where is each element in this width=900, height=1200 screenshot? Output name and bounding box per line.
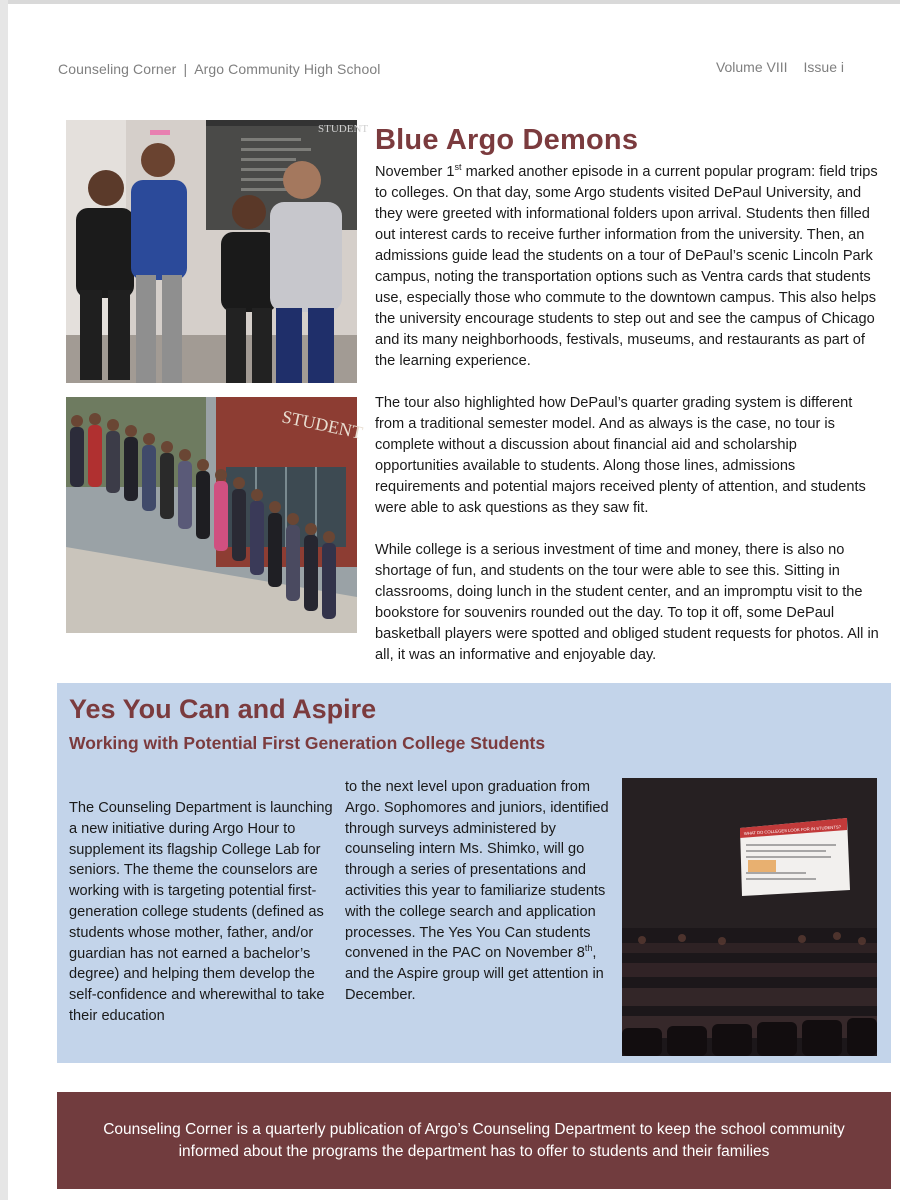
photo-auditorium-presentation <box>622 778 877 1056</box>
issue-label: Issue i <box>803 59 844 75</box>
photo-four-students <box>66 120 369 383</box>
volume-label: Volume VIII <box>715 59 788 75</box>
page-edge-left <box>0 0 8 1200</box>
photo-sign-text: STUDENT <box>318 123 369 135</box>
running-header-left <box>58 61 380 77</box>
article1-date: November 1 <box>375 164 455 180</box>
article1-paragraph-3: While college is a serious investment of time and money, there is also no shortage of fun, and students on the tour were able to see this. Sitting in classrooms, doing lunch in the student center, and an impromptu visit to the bookstore for souvenirs rounded out the day. To top it off, some DePaul basketball players were spotted and obliged student requests for photos. All in all, it was an informative and enjoyable day. <box>375 542 879 663</box>
article1-paragraph-1 <box>375 162 880 372</box>
photo-four-students-illustration <box>66 120 369 383</box>
article2-column-2-text-a: to the next level upon graduation from Argo. Sophomores and juniors, identified through surveys administered by counseling intern Ms. Shimko, will go through a series of presentations and activities this year to familiarize students with the college search and application processes. The Yes You Can students convened in the PAC on November 8 <box>345 779 609 962</box>
running-header-right <box>716 59 844 75</box>
article2-column-2 <box>345 777 610 1006</box>
article2-column-2-text-b: , and the Aspire group will get attention in December. <box>345 945 604 1003</box>
article1-paragraph-1-text: marked another episode in a current popular program: field trips to colleges. On that day, some Argo students visited DePaul University, and they were greeted with informational folders upon arrival. Students then filled out interest cards to receive further information from the university. Then, an admissions guide lead the students on a tour of DePaul’s scenic Lincoln Park campus, noting the transportation options such as Ventra cards that students use, especially those who commute to the downtown campus. This also helps the university encourage students to step out and see the campus of Chicago and its many neighborhoods, festivals, museums, and restaurants as part of the learning experience. <box>375 164 878 369</box>
slide-title-text: WHAT DO COLLEGES LOOK FOR IN STUDENTS? <box>743 824 842 836</box>
article-title-yes-you-can: Yes You Can and Aspire <box>69 694 377 724</box>
header-separator: | <box>183 61 188 77</box>
article-title-blue-argo-demons: Blue Argo Demons <box>375 124 639 156</box>
article1-date-suffix: st <box>454 162 462 173</box>
footer-text: Counseling Corner is a quarterly publication of Argo’s Counseling Department to keep the school community informed about the programs the department has to offer to students and their families <box>103 1120 845 1160</box>
photo-group-outside-illustration <box>66 397 365 633</box>
publication-name: Counseling Corner <box>58 61 177 77</box>
article-body-blue-argo-demons <box>375 162 880 687</box>
building-sign-text: STUDENT <box>280 406 365 443</box>
article2-column-1: The Counseling Department is launching a new initiative during Argo Hour to supplement its flagship College Lab for seniors. The theme the counselors are working with is targeting potential first-generation college students (defined as students whose mother, father, and/or guardian has not earned a bachelor’s degree) and helping them develop the self-confidence and wherewithal to take their education <box>69 800 333 1024</box>
article2-date-suffix: th <box>584 943 593 954</box>
article1-paragraph-2: The tour also highlighted how DePaul’s quarter grading system is different from a traditional semester model. And as always is the case, no tour is complete without a discussion about financial aid and scholarship opportunities available to students. Along those lines, admissions requirements and potential majors received plenty of attention, and students were able to ask questions as they saw fit. <box>375 395 866 516</box>
article-subtitle-yes-you-can: Working with Potential First Generation College Students <box>69 733 546 753</box>
publication-footer <box>57 1092 891 1189</box>
page-edge-top <box>0 0 900 4</box>
photo-group-outside <box>66 397 365 633</box>
school-name: Argo Community High School <box>194 61 381 77</box>
photo-auditorium-illustration <box>622 778 877 1056</box>
